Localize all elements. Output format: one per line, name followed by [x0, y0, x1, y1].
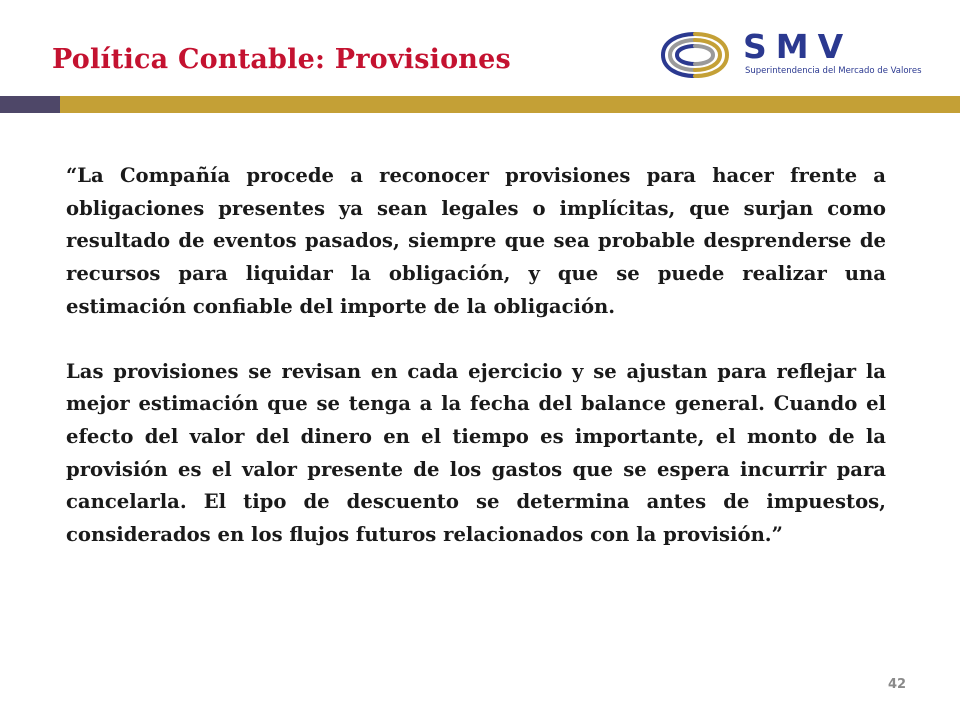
logo-subtitle: Superintendencia del Mercado de Valores: [745, 66, 922, 76]
smv-logo: [655, 26, 922, 86]
slide-body: [66, 160, 886, 552]
header-divider-gold: [60, 96, 960, 113]
slide-title: Política Contable: Provisiones: [52, 44, 511, 75]
body-paragraph-1: “La Compañía procede a reconocer provisiones para hacer frente a obligaciones presentes ya sean legales o implícitas, que surjan como resultado de eventos pasados, siempre que sea probable desprenderse de recursos para liquidar la obligación, y que se puede realizar una estimación confiable del importe de la obligación.: [66, 164, 886, 318]
body-paragraph-2: Las provisiones se revisan en cada ejercicio y se ajustan para reflejar la mejor estimación que se tenga a la fecha del balance general. Cuando el efecto del valor del dinero en el tiempo es importante, el monto de la provisión es el valor presente de los gastos que se espera incurrir para cancelarla. El tipo de descuento se determina antes de impuestos, considerados en los flujos futuros relacionados con la provisión.”: [66, 359, 886, 547]
header-divider-dark: [0, 96, 60, 113]
smv-emblem-icon: [655, 28, 735, 82]
page-number: 42: [888, 677, 907, 692]
logo-wordmark: SMV: [743, 27, 853, 66]
